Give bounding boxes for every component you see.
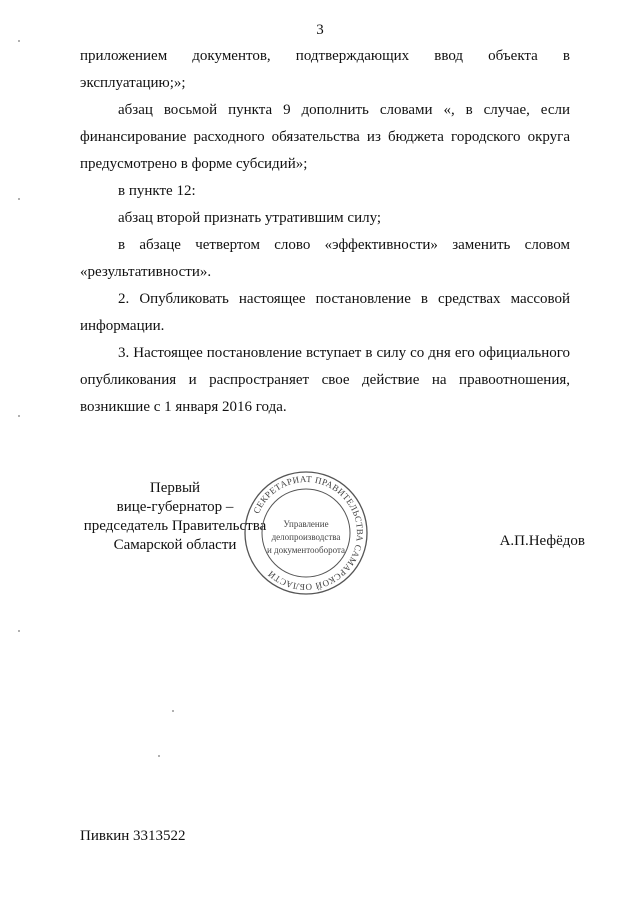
page-number: 3 xyxy=(316,22,324,38)
paragraph-publish: 2. Опубликовать настоящее постановление в средствах массовой информации. xyxy=(80,291,570,334)
signatory-title xyxy=(80,479,270,555)
paragraph-effective-date: 3. Настоящее постановление вступает в силу со дня его официального опубликования и распространяет свое действие на правоотношения, возникшие с 1 января 2016 года. xyxy=(80,345,570,415)
signatory-title-line: председатель Правительства xyxy=(83,518,267,534)
official-stamp xyxy=(243,470,369,596)
paragraph-amendment-point9: абзац восьмой пункта 9 дополнить словами «, в случае, если финансирование расходного обязательства из бюджета городского округа предусмотрено в форме субсидий»; xyxy=(80,102,570,172)
stamp-seal-graphic xyxy=(243,470,369,596)
paragraph-continuation-line1: приложением документов, подтверждающих ввод объекта в xyxy=(80,48,570,64)
stamp-inner-line: и документооборота xyxy=(266,545,346,555)
scan-speck xyxy=(172,710,174,712)
scan-speck xyxy=(158,755,160,757)
document-body xyxy=(80,43,570,421)
signatory-title-line: Первый xyxy=(149,480,201,496)
signatory-name: А.П.Нефёдов xyxy=(499,533,585,549)
scan-speck xyxy=(18,415,20,417)
paragraph-point12-heading: в пункте 12: xyxy=(118,183,196,199)
paragraph-point12-second: абзац второй признать утратившим силу; xyxy=(118,210,382,226)
paragraph-point12-fourth: в абзаце четвертом слово «эффективности» заменить словом «результативности». xyxy=(80,237,570,280)
paragraph-continuation-line2: эксплуатацию;»; xyxy=(80,75,186,91)
executor-note: Пивкин 3313522 xyxy=(80,828,186,844)
signatory-title-line: Самарской области xyxy=(113,537,237,553)
stamp-inner-line: делопроизводства xyxy=(271,532,341,542)
signatory-title-line: вице-губернатор – xyxy=(116,499,234,515)
scan-speck xyxy=(18,630,20,632)
scan-speck xyxy=(18,40,20,42)
stamp-outer-text: СЕКРЕТАРИАТ ПРАВИТЕЛЬСТВА САМАРСКОЙ ОБЛАСТИ xyxy=(251,473,366,593)
stamp-inner-line: Управление xyxy=(283,519,329,529)
scan-speck xyxy=(18,198,20,200)
